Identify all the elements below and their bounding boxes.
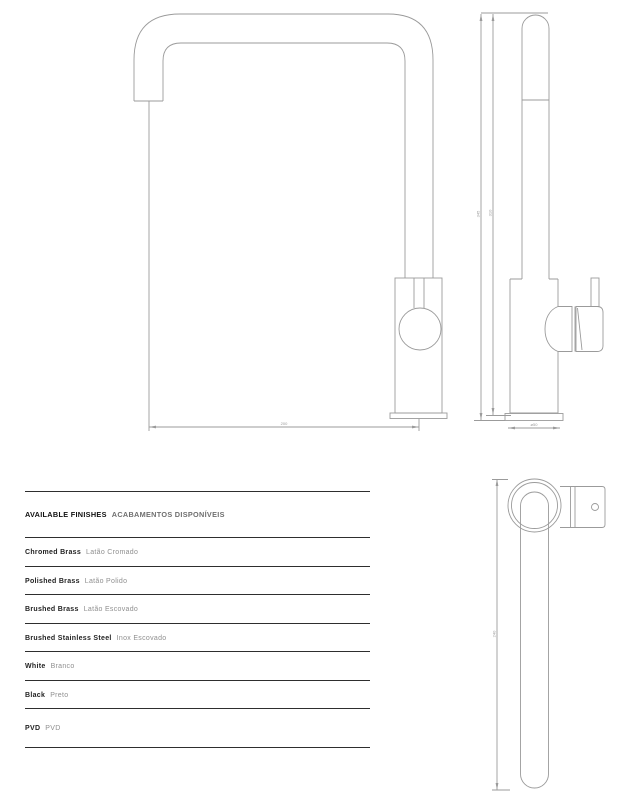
side-dim-arrow: [492, 408, 495, 415]
top-depth-dimension-label: 240: [491, 630, 497, 638]
finish-name-pt: Branco: [50, 663, 75, 671]
side-base-arrow: [553, 427, 560, 430]
front-dim-arrow-right: [412, 426, 419, 429]
side-dim-arrow: [480, 14, 483, 21]
side-handle-lever: [575, 307, 603, 352]
finish-name-en: Brushed Stainless Steel: [25, 634, 112, 642]
finish-name-pt: PVD: [45, 724, 61, 732]
finish-row-white: [25, 651, 370, 680]
finishes-header-row: [25, 491, 370, 537]
side-height-dimension-lines: [474, 13, 548, 421]
front-body: [395, 278, 442, 413]
side-height-inner-label: 310: [487, 209, 493, 217]
finish-name-en: PVD: [25, 724, 41, 732]
finish-name-en: Polished Brass: [25, 577, 80, 585]
top-dim-arrow: [496, 783, 499, 790]
finish-name-pt: Latão Polido: [84, 577, 128, 585]
finish-name-pt: Latão Cromado: [86, 549, 139, 557]
finish-row-brushed-brass: [25, 594, 370, 623]
side-dim-arrow: [492, 14, 495, 21]
finish-name-en: White: [25, 663, 46, 671]
top-handle-screw: [592, 504, 599, 511]
finish-name-pt: Inox Escovado: [116, 634, 167, 642]
finish-name-pt: Preto: [50, 691, 69, 699]
finishes-header-pt: ACABAMENTOS DISPONÍVEIS: [111, 510, 225, 519]
finish-name-en: Chromed Brass: [25, 549, 82, 557]
finish-row-pvd: [25, 708, 370, 748]
finish-name-pt: Latão Escovado: [83, 606, 139, 614]
top-dim-arrow: [496, 479, 499, 486]
finish-name-en: Black: [25, 691, 46, 699]
side-base-dimension-label: ø50: [530, 422, 538, 427]
front-width-dimension-label: 200: [280, 421, 288, 426]
top-spout: [521, 492, 549, 788]
front-spout-outer: [134, 14, 433, 278]
finish-row-chromed-brass: [25, 537, 370, 566]
finishes-header-en: AVAILABLE FINISHES: [25, 510, 107, 519]
finish-row-black: [25, 680, 370, 709]
faucet-front-view: [134, 14, 447, 431]
front-base: [390, 413, 447, 419]
front-spout-inner: [163, 43, 405, 278]
faucet-top-view: [492, 479, 606, 790]
top-swivel-outer-circle: [508, 479, 561, 532]
available-finishes-table: [25, 491, 370, 748]
front-handle-knob: [399, 308, 441, 350]
side-dim-arrow: [480, 413, 483, 420]
side-base-arrow: [508, 427, 515, 430]
front-dim-arrow-left: [149, 426, 156, 429]
front-extension-lines: [149, 101, 419, 431]
side-spout-tube: [522, 15, 549, 279]
finish-name-en: Brushed Brass: [25, 606, 79, 614]
faucet-side-view: [474, 13, 603, 429]
front-cartridge-lines: [414, 278, 424, 308]
side-base: [505, 414, 563, 421]
side-body: [510, 279, 558, 413]
side-height-outer-label: 345: [475, 210, 481, 218]
top-swivel-inner-circle: [512, 483, 558, 529]
finish-row-brushed-stainless-steel: [25, 623, 370, 652]
finish-row-polished-brass: [25, 566, 370, 595]
side-handle-cone: [545, 307, 572, 352]
side-handle-stem: [591, 278, 599, 307]
